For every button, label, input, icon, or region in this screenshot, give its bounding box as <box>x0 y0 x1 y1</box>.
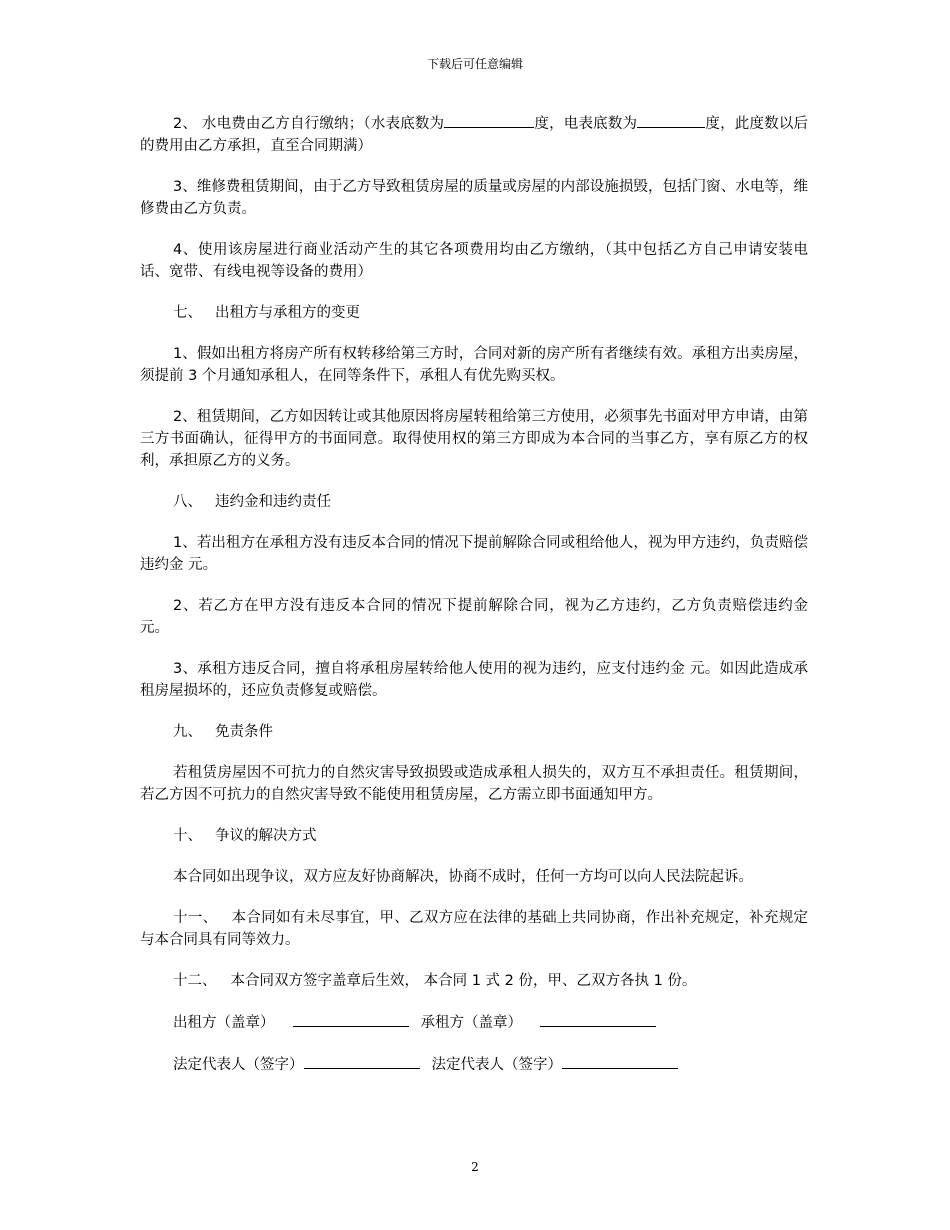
clause-dispute-resolution: 本合同如出现争议，双方应友好协商解决，协商不成时，任何一方均可以向人民法院起诉。 <box>173 869 753 885</box>
section-number: 十、 <box>173 828 202 844</box>
section-title: 争议的解决方式 <box>215 828 317 844</box>
section-number: 十一、 <box>173 910 218 926</box>
clause-sublease: 2、租赁期间，乙方如因转让或其他原因将房屋转租给第三方使用，必须事先书面对甲方申请，由第三方书面确认，征得甲方的书面同意。取得使用权的第三方即成为本合同的当事乙方，享有原乙方的权利，承担原乙方的义务。 <box>140 409 808 469</box>
lessor-seal-line <box>293 1011 409 1027</box>
clause-water-electricity-mid: 度，电表底数为 <box>534 116 638 132</box>
clause-water-electricity-suffix: 度，此度数以后的费用由乙方承担，直至合同期满） <box>140 116 808 154</box>
clause-commercial-fees: 4、使用该房屋进行商业活动产生的其它各项费用均由乙方缴纳，（其中包括乙方自己申请安装电话、宽带、有线电视等设备的费用） <box>140 242 808 280</box>
clause-ownership-transfer: 1、假如出租方将房产所有权转移给第三方时，合同对新的房产所有者继续有效。承租方出卖房屋，须提前 3 个月通知承租人，在同等条件下，承租人有优先购买权。 <box>140 346 808 384</box>
lessee-seal-label: 承租方（盖章） <box>420 1015 522 1031</box>
clause-force-majeure: 若租赁房屋因不可抗力的自然灾害导致损毁或造成承租人损失的，双方互不承担责任。租赁期间，若乙方因不可抗力的自然灾害导致不能使用租赁房屋，乙方需立即书面通知甲方。 <box>140 765 808 803</box>
page-number: 2 <box>471 1160 479 1174</box>
clause-lessee-breach: 2、若乙方在甲方没有违反本合同的情况下提前解除合同，视为乙方违约，乙方负责赔偿违约金 元。 <box>140 598 808 636</box>
legal-rep-line-1 <box>304 1053 420 1069</box>
clause-unauthorized-transfer: 3、承租方违反合同，擅自将承租房屋转给他人使用的视为违约，应支付违约金 元。如因此造成承租房屋损坏的，还应负责修复或赔偿。 <box>140 661 808 699</box>
lessor-seal-label: 出租方（盖章） <box>173 1015 275 1031</box>
water-meter-blank <box>444 112 534 128</box>
section-text: 本合同双方签字盖章后生效， 本合同 1 式 2 份，甲、乙双方各执 1 份。 <box>230 973 697 989</box>
legal-rep-label-2: 法定代表人（签字） <box>431 1057 562 1073</box>
section-number: 八、 <box>173 494 202 510</box>
clause-lessor-breach: 1、若出租方在承租方没有违反本合同的情况下提前解除合同或租给他人，视为甲方违约，负责赔偿违约金 元。 <box>140 535 808 573</box>
seal-row <box>140 1011 808 1034</box>
page-header: 下载后可任意编辑 <box>426 57 523 71</box>
legal-rep-label-1: 法定代表人（签字） <box>173 1057 304 1073</box>
section-11 <box>140 907 808 951</box>
section-text: 本合同如有未尽事宜，甲、乙双方应在法律的基础上共同协商，作出补充规定，补充规定与本合同具有同等效力。 <box>140 910 808 948</box>
section-title: 违约金和违约责任 <box>215 494 331 510</box>
section-heading-10 <box>140 825 808 847</box>
legal-rep-line-2 <box>562 1053 678 1069</box>
clause-water-electricity <box>140 112 808 157</box>
section-heading-7 <box>140 302 808 324</box>
legal-rep-row <box>140 1053 808 1076</box>
clause-maintenance: 3、维修费租赁期间，由于乙方导致租赁房屋的质量或房屋的内部设施损毁，包括门窗、水电等，维修费由乙方负责。 <box>140 179 808 217</box>
clause-water-electricity-prefix: 2、 水电费由乙方自行缴纳；（水表底数为 <box>173 116 445 132</box>
section-heading-9 <box>140 721 808 743</box>
section-title: 出租方与承租方的变更 <box>215 305 360 321</box>
section-number: 九、 <box>173 724 202 740</box>
section-heading-8 <box>140 491 808 513</box>
section-number: 十二、 <box>173 973 217 989</box>
section-title: 免责条件 <box>215 724 273 740</box>
electric-meter-blank <box>637 112 705 128</box>
document-body <box>140 112 808 1095</box>
section-12 <box>140 970 808 992</box>
lessee-seal-line <box>540 1011 656 1027</box>
section-number: 七、 <box>173 305 202 321</box>
